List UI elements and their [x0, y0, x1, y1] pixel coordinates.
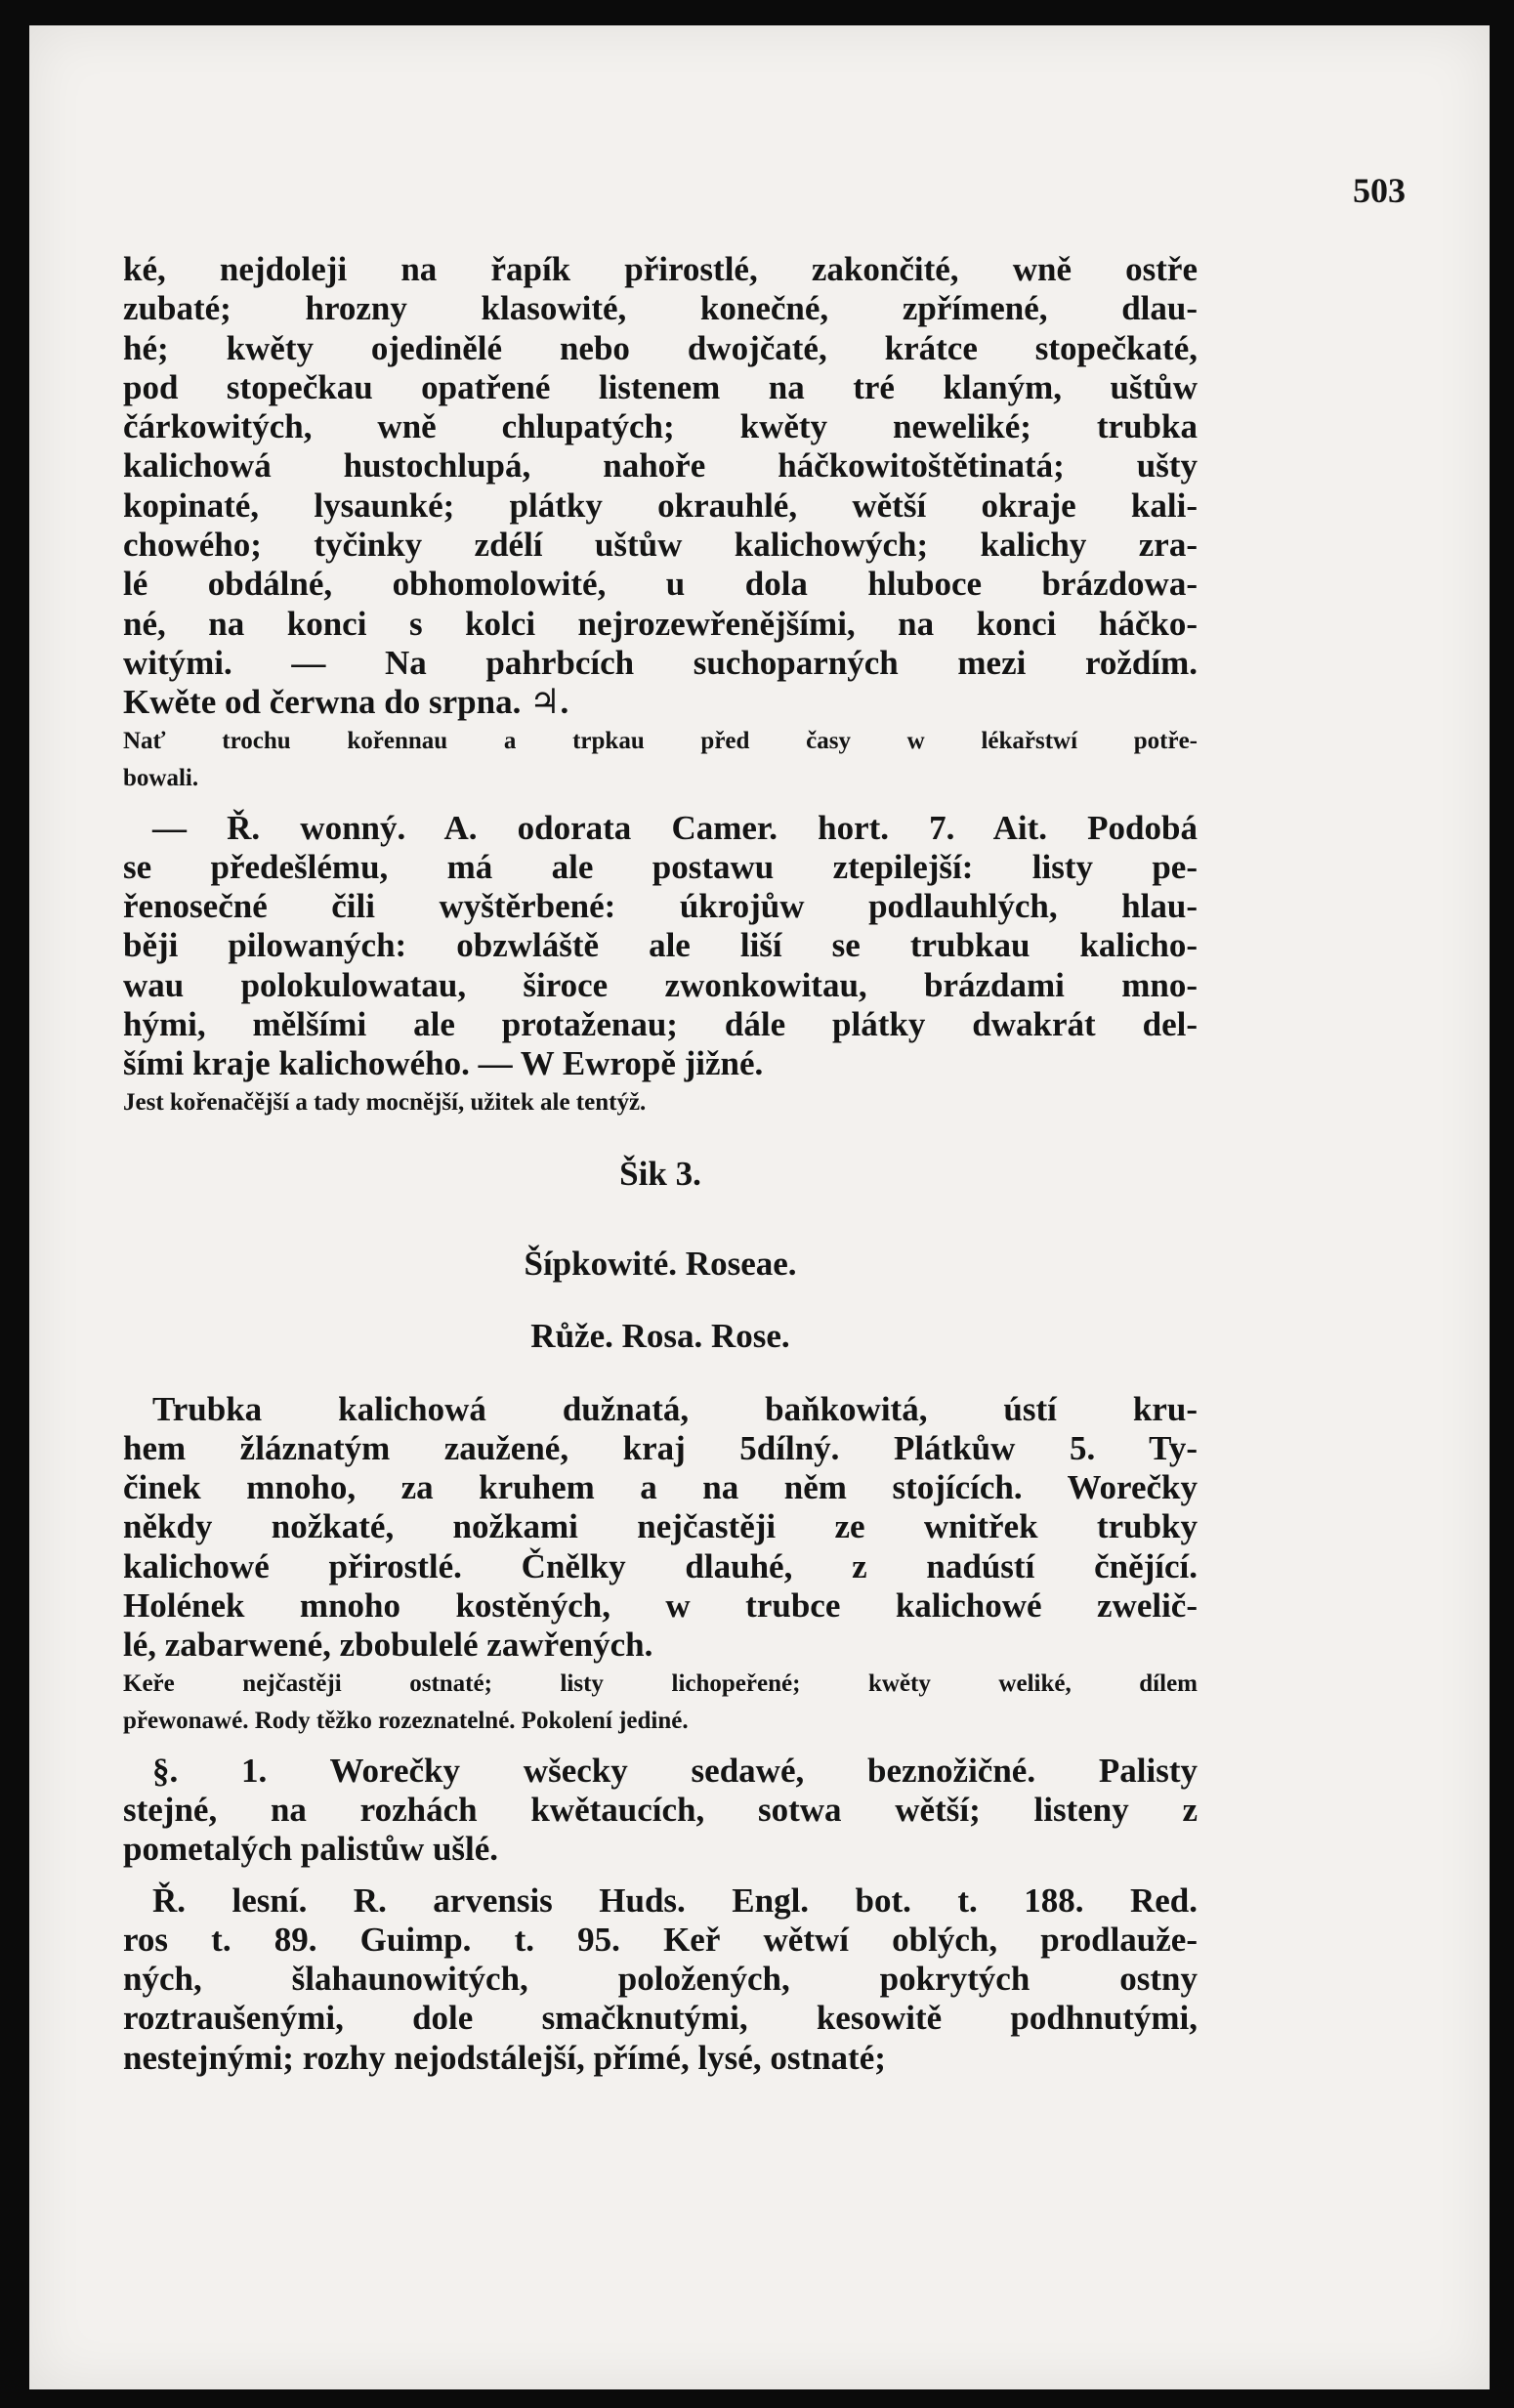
text-line: wau polokulowatau, široce zwonkowitau, brázdami mno-	[123, 965, 1198, 1004]
text-line: stejné, na rozhách kwětaucích, sotwa wětší; listeny z	[123, 1790, 1198, 1829]
text-line: lé, zabarwené, zbobulelé zawřených.	[123, 1626, 653, 1665]
text-line: činek mnoho, za kruhem a na něm stojících. Worečky	[123, 1468, 1198, 1507]
text-line: hé; kwěty ojedinělé nebo dwojčaté, krátce stopečkaté,	[123, 328, 1198, 367]
note-line: bowali.	[123, 764, 199, 791]
text-line: witými. — Na pahrbcích suchoparných mezi roždím.	[123, 643, 1198, 682]
text-line: Holének mnoho kostěných, w trubce kalichowé zwelič-	[123, 1586, 1198, 1626]
text-line: ných, šlahaunowitých, položených, pokrytých ostny	[123, 1960, 1198, 1999]
text-line: pod stopečkau opatřené listenem na tré klaným, uštůw	[123, 367, 1198, 406]
text-line: Kwěte od čerwna do srpna. ♃.	[123, 683, 569, 722]
text-line: hem žláznatým zaužené, kraj 5dílný. Plátkůw 5. Ty-	[123, 1428, 1198, 1467]
text-line: zubaté; hrozny klasowité, konečné, zpřímené, dlau-	[123, 289, 1198, 328]
note-line: Jest kořenačější a tady mocnější, užitek ale tentýž.	[123, 1088, 647, 1116]
page-number: 503	[1353, 171, 1406, 210]
text-line: Ř. lesní. R. arvensis Huds. Engl. bot. t. 188. Red.	[152, 1880, 1198, 1920]
text-line: Trubka kalichowá dužnatá, baňkowitá, ústí kru-	[152, 1389, 1198, 1428]
text-line: — Ř. wonný. A. odorata Camer. hort. 7. Ait. Podobá	[152, 808, 1198, 847]
text-line: se předešlému, má ale postawu ztepilejší: listy pe-	[123, 847, 1198, 886]
text-line: někdy nožkaté, nožkami nejčastěji ze wnitřek trubky	[123, 1507, 1198, 1546]
text-line: šími kraje kalichowého. — W Ewropě jižné.	[123, 1044, 764, 1083]
body-text	[123, 250, 1198, 2078]
section-heading: Šik 3.	[619, 1154, 701, 1193]
text-line: ké, nejdoleji na řapík přirostlé, zakončité, wně ostře	[123, 250, 1198, 288]
family-heading: Šípkowité. Roseae.	[524, 1244, 797, 1283]
text-line: chowého; tyčinky zdélí uštůw kalichowých; kalichy zra-	[123, 526, 1198, 565]
text-line: roztraušenými, dole smačknutými, kesowitě podhnutými,	[123, 1999, 1198, 2038]
text-line: kalichowá hustochlupá, nahoře háčkowitoštětinatá; ušty	[123, 446, 1198, 486]
text-line: ros t. 89. Guimp. t. 95. Keř wětwí oblých, prodlauže-	[123, 1920, 1198, 1959]
text-line: lé obdálné, obhomolowité, u dola hluboce brázdowa-	[123, 565, 1198, 604]
note-line: Keře nejčastěji ostnaté; listy lichopeřené; kwěty weliké, dílem	[123, 1669, 1198, 1697]
note-line: Nať trochu kořennau a trpkau před časy w lékařstwí potře-	[123, 727, 1198, 754]
text-line: §. 1. Worečky wšecky sedawé, beznožičné. Palisty	[152, 1751, 1198, 1790]
text-line: pometalých palistůw ušlé.	[123, 1830, 499, 1869]
text-line: nestejnými; rozhy nejodstálejší, přímé, lysé, ostnaté;	[123, 2038, 886, 2077]
text-line: kalichowé přirostlé. Čnělky dlauhé, z nadústí čnějící.	[123, 1546, 1198, 1585]
text-line: řenosečné čili wyštěrbené: úkrojůw podlauhlých, hlau-	[123, 887, 1198, 926]
text-line: kopinaté, lysaunké; plátky okrauhlé, wětší okraje kali-	[123, 486, 1198, 525]
genus-heading: Růže. Rosa. Rose.	[530, 1317, 790, 1356]
text-line: běji pilowaných: obzwláště ale liší se trubkau kalicho-	[123, 926, 1198, 965]
note-line: přewonawé. Rody těžko rozeznatelné. Pokolení jediné.	[123, 1707, 689, 1734]
text-line: hými, mělšími ale protaženau; dále plátky dwakrát del-	[123, 1005, 1198, 1044]
text-line: né, na konci s kolci nejrozewřenějšími, na konci háčko-	[123, 604, 1198, 643]
text-line: čárkowitých, wně chlupatých; kwěty neweliké; trubka	[123, 407, 1198, 446]
book-page	[29, 25, 1490, 2389]
